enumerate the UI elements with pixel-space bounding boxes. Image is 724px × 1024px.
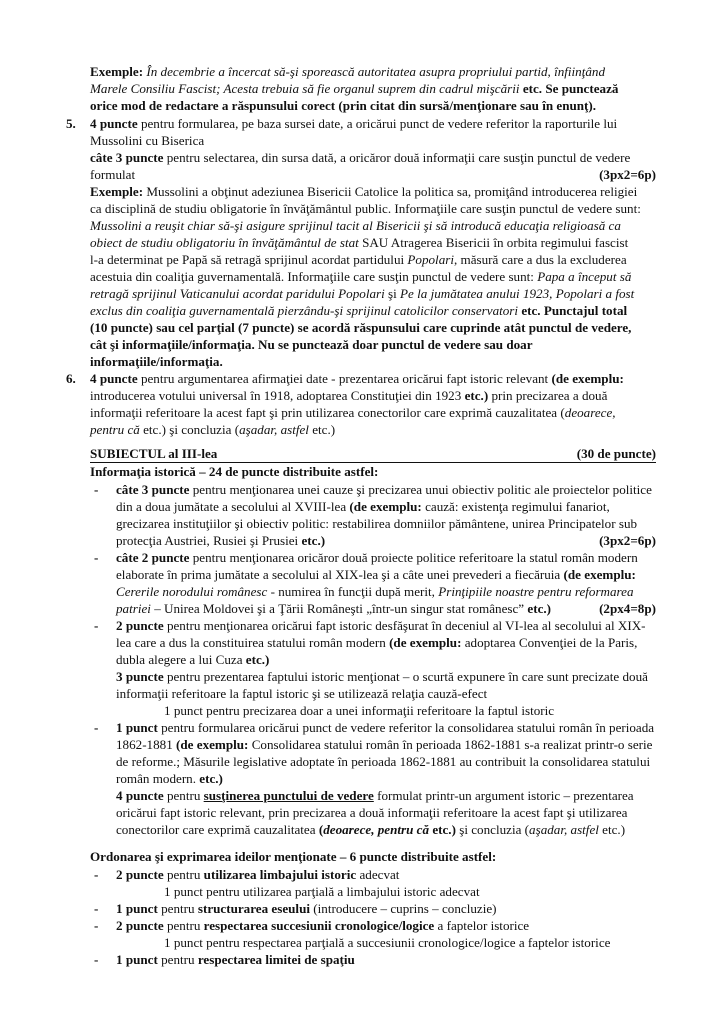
item5-line-8: obiect de studiu obligatoriu în învăţământul de stat SAU Atragerea Bisericii în orbita regimului fascist [90,235,629,250]
bullet-dash: - [94,550,99,565]
bullet-dash: - [94,867,99,882]
bullet-dash: - [94,482,99,497]
bullet-dash: - [94,952,99,967]
item6-line-2: introducerea votului universal în 1918, adoptarea Constituţiei din 1923 etc.) prin precizarea a două [90,388,608,403]
b1-line-3: grecizarea instituţiilor şi obiectiv politic: restabilirea domniilor pământene, unirea Principatelor sub [116,516,638,531]
bullet-dash: - [94,918,99,933]
b4-line-3: de reforme.; Măsurile legislative adoptate în perioada 1862-1881 au contribuit la consolidarea statului [116,754,651,769]
exemple-line-3: orice mod de redactare a răspunsului corect (prin citat din sursă/menţionare sau în enunţ). [90,98,597,113]
item5-line-3: câte 3 puncte pentru selectarea, din sursa dată, a oricăror două informaţii care susţin punctul de vedere [90,150,631,165]
c4-line-1: 1 punct pentru respectarea limitei de spaţiu [116,952,355,967]
item5-line-6: ca disciplină de studiu obligatorie în învăţământul public. Informaţiile care susţin punctul de vedere sunt: [90,201,641,216]
item5-line-2: Mussolini cu Biserica [90,133,205,148]
exemple-line-1: Exemple: În decembrie a încercat să-şi sporească autoritatea asupra propriului partid, înfiinţând [90,64,605,79]
item5-line-1: 4 puncte pentru formularea, pe baza sursei date, a oricărui punct de vedere referitor la raporturile lui [90,116,618,131]
b1-line-4: protecţia Austriei, Rusiei şi Prusiei etc.) [116,533,326,548]
b2-line-3: Cererile norodului românesc - numirea în funcţii după merit, Prinţipiile noastre pentru reformarea [116,584,634,599]
exemple-line-2: Marele Consiliu Fascist; Acesta trebuia să fie organul suprem din cadrul mişcării etc. Se punctează [90,81,619,96]
b3-line-1: 2 puncte pentru menţionarea oricărui fapt istoric desfăşurat în deceniul al VI-lea al secolului al XIX- [116,618,646,633]
item5-line-11: retragă sprijinul Vaticanului acordat paridului Popolari şi Pe la jumătatea anului 1923, Popolari a fost [90,286,635,301]
c1-line-1: 2 puncte pentru utilizarea limbajului istoric adecvat [116,867,400,882]
c3-line-1: 2 puncte pentru respectarea succesiunii cronologice/logice a faptelor istorice [116,918,530,933]
item5-line-14: cât şi informaţiile/informaţia. Nu se punctează doar punctul de vedere sau doar [90,337,533,352]
b3-line-3: dubla alegere a lui Cuza etc.) [116,652,270,667]
b2-line-2: elaborate în prima jumătate a secolului al XIX-lea şi a câte unei prevederi a fiecăruia (de exemplu: [116,567,636,582]
item5-line-5: Exemple: Mussolini a obţinut adeziunea Bisericii Catolice la politica sa, promiţând introducerea religiei [90,184,638,199]
b4-line-6: oricărui fapt istoric relevant, prin precizarea a două informaţii referitoare la acest fapt şi utilizarea [116,805,628,820]
b3-line-6: 1 punct pentru precizarea doar a unei informaţii referitoare la faptul istoric [164,703,555,718]
b4-line-1: 1 punct pentru formularea oricărui punct de vedere referitor la consolidarea statului român în perioada [116,720,655,735]
item5-score: (3px2=6p) [599,167,656,182]
heading-ordering: Ordonarea şi exprimarea ideilor menţionate – 6 puncte distribuite astfel: [90,849,497,864]
section-points: (30 de puncte) [576,446,656,461]
b4-line-7: conectorilor care exprimă cauzalitatea (deoarece, pentru că etc.) şi concluzia (aşadar, astfel etc.) [116,822,626,837]
b2-score: (2px4=8p) [599,601,656,616]
item5-line-7: Mussolini a reuşit chiar să-şi asigure sprijinul tacit al Bisericii şi să introducă educaţia religioasă ca [90,218,621,233]
item-number-5: 5. [66,116,76,131]
item5-line-9: l-a determinat pe Papă să retragă sprijinul acordat partidului Popolari, măsură care a dus la excluderea [90,252,627,267]
c3-line-2: 1 punct pentru respectarea parţială a succesiunii cronologice/logice a faptelor istorice [164,935,611,950]
item6-line-1: 4 puncte pentru argumentarea afirmaţiei date - prezentarea oricărui fapt istoric relevant (de exemplu: [90,371,624,386]
item5-line-10: acestuia din coaliţia guvernamentală. Informaţiile care susţin punctul de vedere sunt: Papa a început să [90,269,632,284]
item-number-6: 6. [66,371,76,386]
b1-line-2: din a doua jumătate a secolului al XVIII-lea (de exemplu: cauză: existenţa regimului fanariot, [116,499,610,514]
b3-line-2: lea care a dus la constituirea statului român modern (de exemplu: adoptarea Convenţiei de la Paris, [116,635,638,650]
b3-line-5: informaţii referitoare la faptul istoric şi se utilizează relaţia cauză-efect [116,686,488,701]
section-title: SUBIECTUL al III-lea [90,446,218,461]
c2-line-1: 1 punct pentru structurarea eseului (introducere – cuprins – concluzie) [116,901,497,916]
b2-line-1: câte 2 puncte pentru menţionarea oricăror două proiecte politice referitoare la statul român modern [116,550,638,565]
item6-line-4: pentru că etc.) şi concluzia (aşadar, astfel etc.) [90,422,336,437]
b4-line-2: 1862-1881 (de exemplu: Consolidarea statului român în perioada 1862-1881 s-a realizat printr-o serie [116,737,653,752]
item5-line-4: formulat [90,167,136,182]
heading-historical-info: Informaţia istorică – 24 de puncte distribuite astfel: [90,464,379,479]
b2-line-4: patriei – Unirea Moldovei şi a Ţării Româneşti „într-un singur stat românesc” etc.) [116,601,552,616]
c1-line-2: 1 punct pentru utilizarea parţială a limbajului istoric adecvat [164,884,480,899]
bullet-dash: - [94,901,99,916]
b1-line-1: câte 3 puncte pentru menţionarea unei cauze şi precizarea unui obiectiv politic ale proiectelor politice [116,482,652,497]
item5-line-12: exclus din coaliţia guvernamentală pierzându-şi sprijinul catolicilor conservatori etc. Punctajul total [90,303,628,318]
item5-line-15: informaţiile/informaţia. [90,354,223,369]
item5-line-13: (10 puncte) sau cel parţial (7 puncte) se acordă răspunsului care cuprinde atât punctul de vedere, [90,320,632,335]
b3-line-4: 3 puncte pentru prezentarea faptului istoric menţionat – o scurtă expunere în care sunt precizate două [116,669,648,684]
b1-score: (3px2=6p) [599,533,656,548]
bullet-dash: - [94,720,99,735]
b4-line-5: 4 puncte pentru susţinerea punctului de vedere formulat printr-un argument istoric – prezentarea [116,788,634,803]
label-exemple: Exemple: [90,64,144,79]
item6-line-3: informaţii referitoare la acest fapt şi prin utilizarea conectorilor care exprimă cauzalitatea (deoarece, [90,405,616,420]
bullet-dash: - [94,618,99,633]
b4-line-4: român modern. etc.) [116,771,223,786]
